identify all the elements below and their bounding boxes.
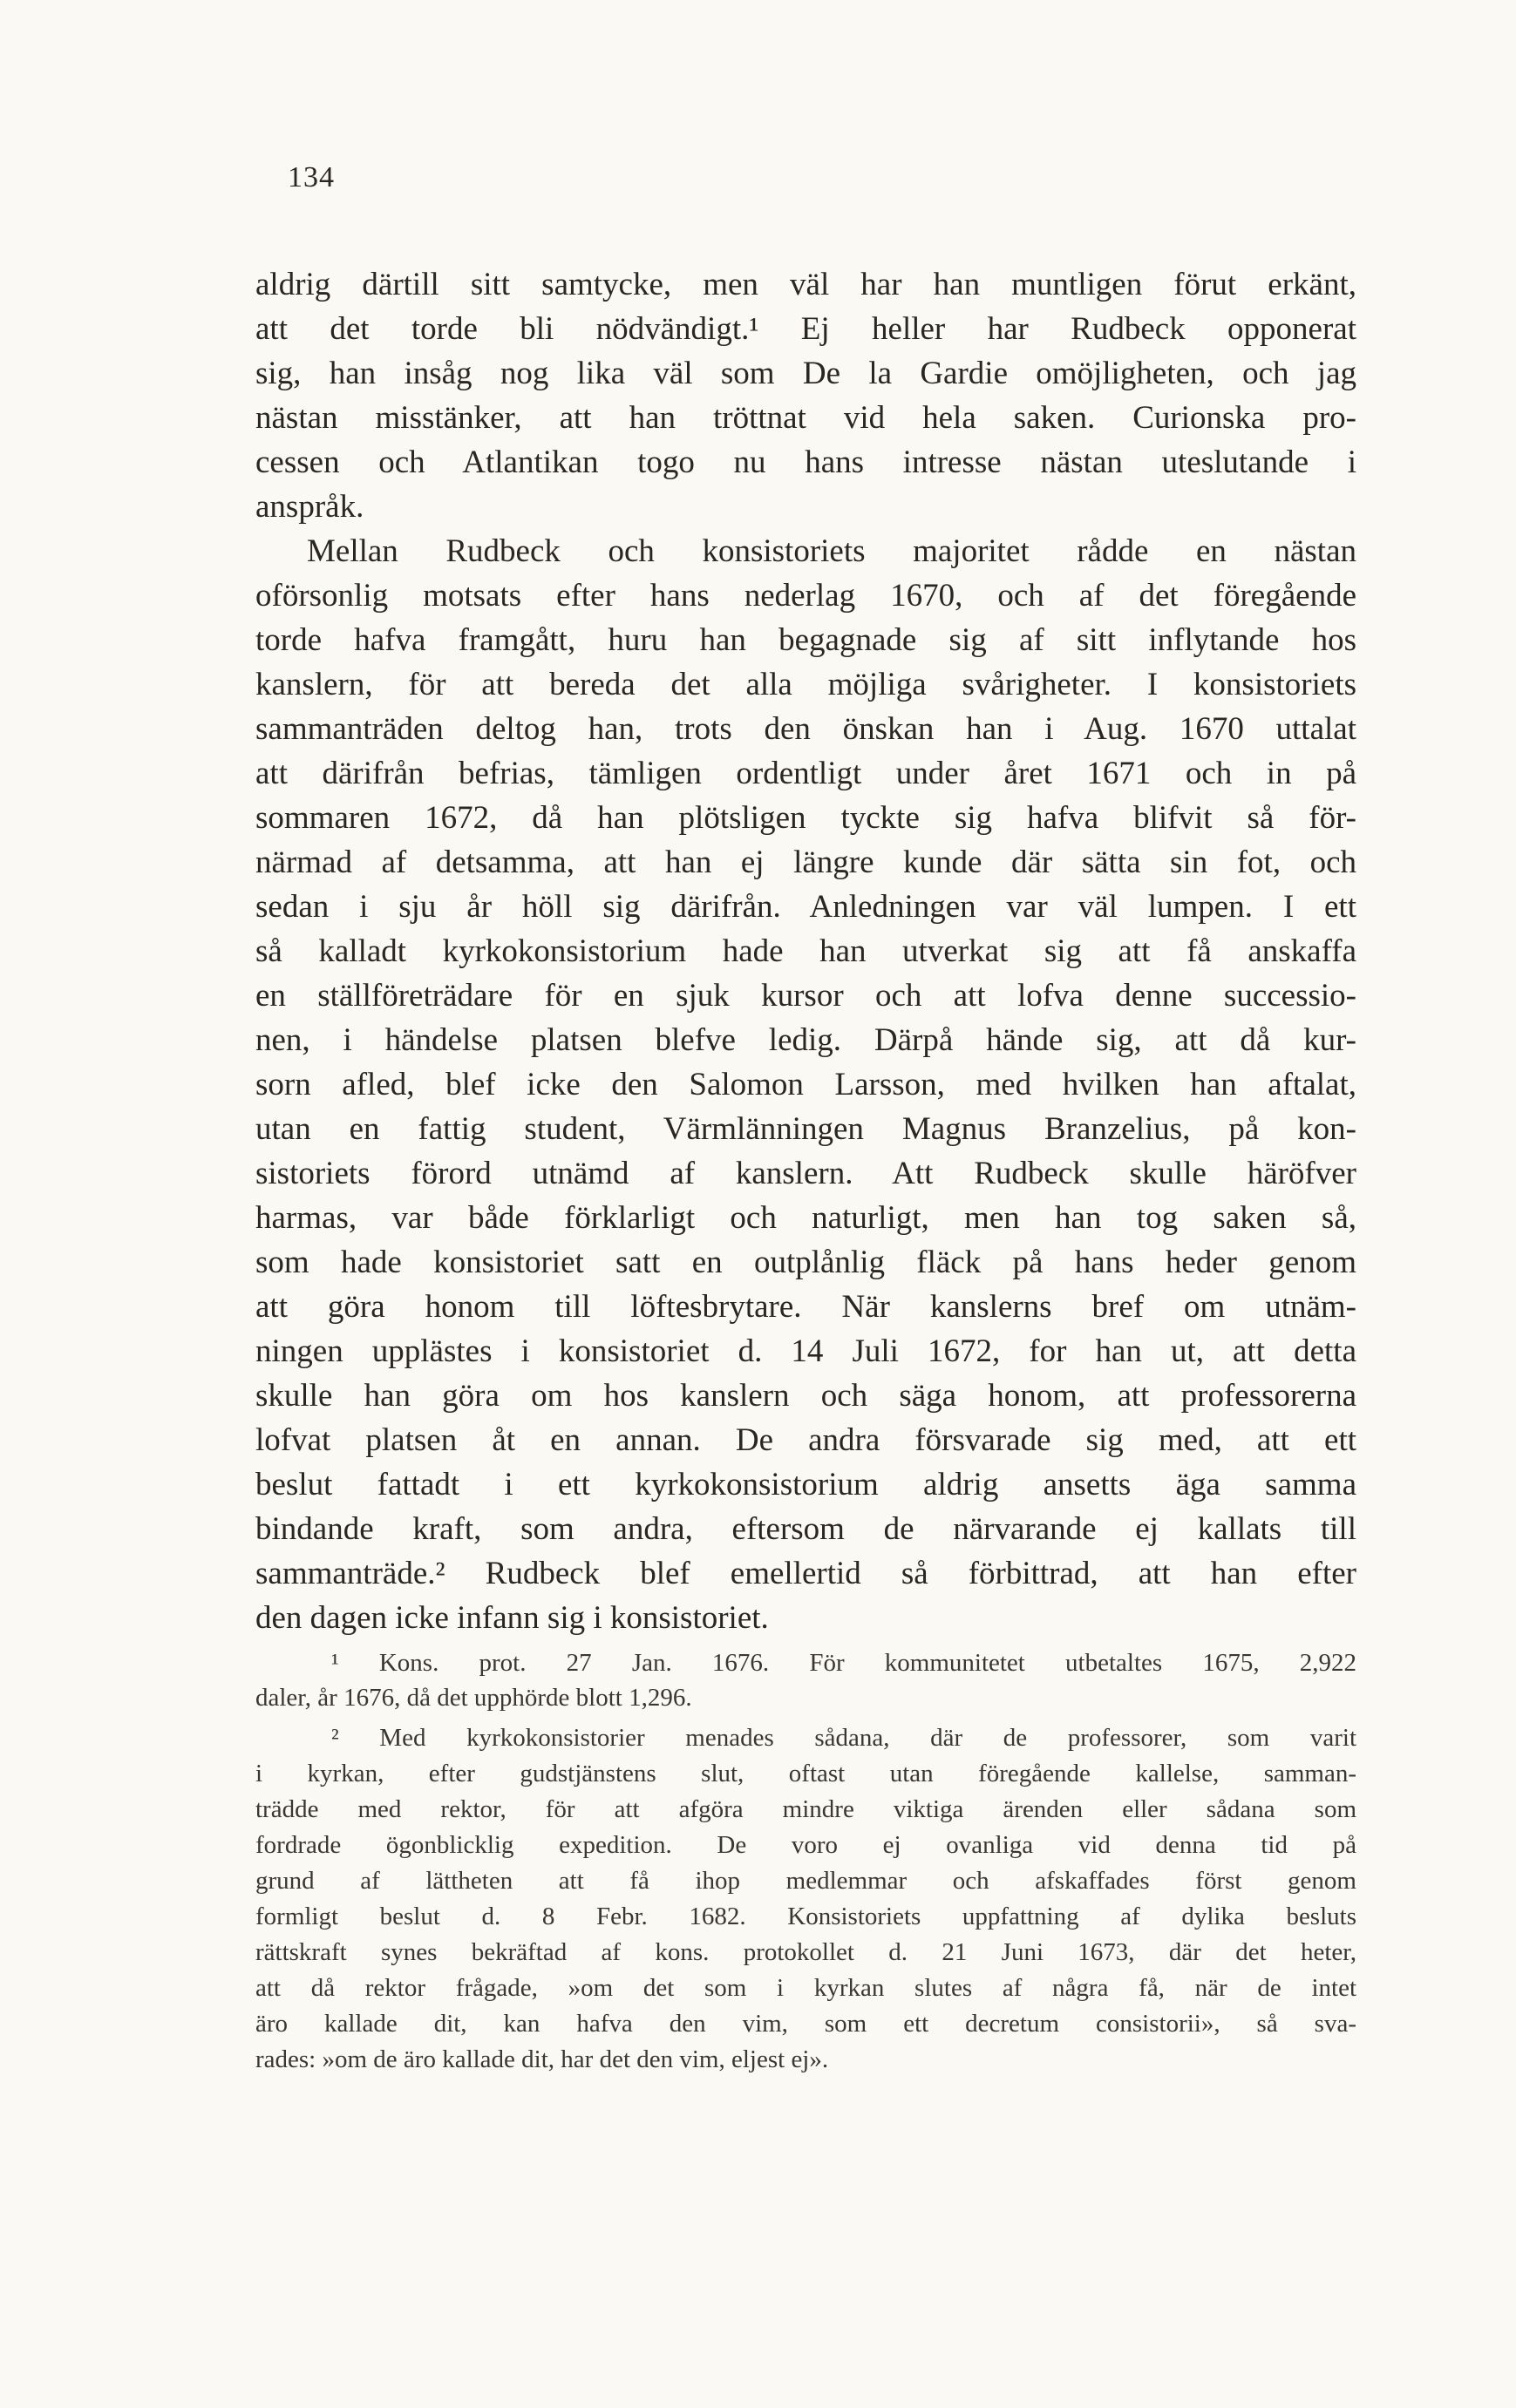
page-number: 134 <box>288 161 335 193</box>
body-line: den dagen icke infann sig i konsistoriet. <box>255 1600 769 1636</box>
body-line: sammanträden deltog han, trots den önskan han i Aug. 1670 uttalat <box>255 711 1356 747</box>
footnote-line: grund af lättheten att få ihop medlemmar och afskaffades först genom <box>255 1867 1356 1895</box>
body-line: närmad af detsamma, att han ej längre kunde där sätta sin fot, och <box>255 844 1356 880</box>
footnote-line: rades: »om de äro kallade dit, har det den vim, eljest ej». <box>255 2045 829 2073</box>
body-line: utan en fattig student, Värmlänningen Magnus Branzelius, på kon- <box>255 1111 1356 1147</box>
body-line: cessen och Atlantikan togo nu hans intresse nästan uteslutande i <box>255 444 1356 480</box>
footnote-line: formligt beslut d. 8 Febr. 1682. Konsistoriets uppfattning af dylika besluts <box>255 1903 1356 1930</box>
body-line: nästan misstänker, att han tröttnat vid hela saken. Curionska pro- <box>255 400 1356 436</box>
footnote-line: ¹ Kons. prot. 27 Jan. 1676. För kommunitetet utbetaltes 1675, 2,922 <box>331 1649 1356 1677</box>
body-line: kanslern, för att bereda det alla möjliga svårigheter. I konsistoriets <box>255 667 1356 702</box>
footnote-line: ² Med kyrkokonsistorier menades sådana, där de professorer, som varit <box>331 1724 1356 1752</box>
body-line: nen, i händelse platsen blefve ledig. Därpå hände sig, att då kur- <box>255 1022 1356 1058</box>
body-line: så kalladt kyrkokonsistorium hade han utverkat sig att få anskaffa <box>255 933 1356 969</box>
footnote-line: fordrade ögonblicklig expedition. De voro ej ovanliga vid denna tid på <box>255 1831 1356 1859</box>
body-line: en ställföreträdare för en sjuk kursor och att lofva denne successio- <box>255 978 1356 1014</box>
footnote-line: i kyrkan, efter gudstjänstens slut, oftast utan föregående kallelse, samman- <box>255 1760 1356 1787</box>
footnote-line: rättskraft synes bekräftad af kons. protokollet d. 21 Juni 1673, där det heter, <box>255 1938 1356 1966</box>
body-line: anspråk. <box>255 489 364 525</box>
body-line: sistoriets förord utnämd af kanslern. Att Rudbeck skulle häröfver <box>255 1156 1356 1191</box>
body-line: sig, han insåg nog lika väl som De la Gardie omöjligheten, och jag <box>255 356 1356 391</box>
body-line: bindande kraft, som andra, eftersom de närvarande ej kallats till <box>255 1511 1356 1547</box>
body-line: torde hafva framgått, huru han begagnade sig af sitt inflytande hos <box>255 622 1356 658</box>
body-line: lofvat platsen åt en annan. De andra försvarade sig med, att ett <box>255 1422 1356 1458</box>
body-line: sammanträde.² Rudbeck blef emellertid så förbittrad, att han efter <box>255 1556 1356 1591</box>
body-line: sommaren 1672, då han plötsligen tyckte sig hafva blifvit så för- <box>255 800 1356 836</box>
body-line: beslut fattadt i ett kyrkokonsistorium aldrig ansetts äga samma <box>255 1467 1356 1502</box>
body-line: att därifrån befrias, tämligen ordentligt under året 1671 och in på <box>255 756 1356 791</box>
body-line: sorn afled, blef icke den Salomon Larsson, med hvilken han aftalat, <box>255 1067 1356 1102</box>
body-line: att göra honom till löftesbrytare. När kanslerns bref om utnäm- <box>255 1289 1356 1325</box>
body-line: aldrig därtill sitt samtycke, men väl har han muntligen förut erkänt, <box>255 267 1356 302</box>
body-line: oförsonlig motsats efter hans nederlag 1670, och af det föregående <box>255 578 1356 614</box>
footnote-line: att då rektor frågade, »om det som i kyrkan slutes af några få, när de intet <box>255 1974 1356 2002</box>
footnote-line: daler, år 1676, då det upphörde blott 1,296. <box>255 1684 692 1712</box>
body-line: som hade konsistoriet satt en outplånlig fläck på hans heder genom <box>255 1245 1356 1280</box>
body-line: att det torde bli nödvändigt.¹ Ej heller har Rudbeck opponerat <box>255 311 1356 347</box>
footnote-line: äro kallade dit, kan hafva den vim, som ett decretum consistorii», så sva- <box>255 2010 1356 2038</box>
footnote-line: trädde med rektor, för att afgöra mindre viktiga ärenden eller sådana som <box>255 1795 1356 1823</box>
body-line: skulle han göra om hos kanslern och säga honom, att professorerna <box>255 1378 1356 1414</box>
body-line: harmas, var både förklarligt och naturligt, men han tog saken så, <box>255 1200 1356 1236</box>
body-line: sedan i sju år höll sig därifrån. Anledningen var väl lumpen. I ett <box>255 889 1356 925</box>
body-line: Mellan Rudbeck och konsistoriets majoritet rådde en nästan <box>307 533 1356 569</box>
body-line: ningen upplästes i konsistoriet d. 14 Juli 1672, for han ut, att detta <box>255 1333 1356 1369</box>
